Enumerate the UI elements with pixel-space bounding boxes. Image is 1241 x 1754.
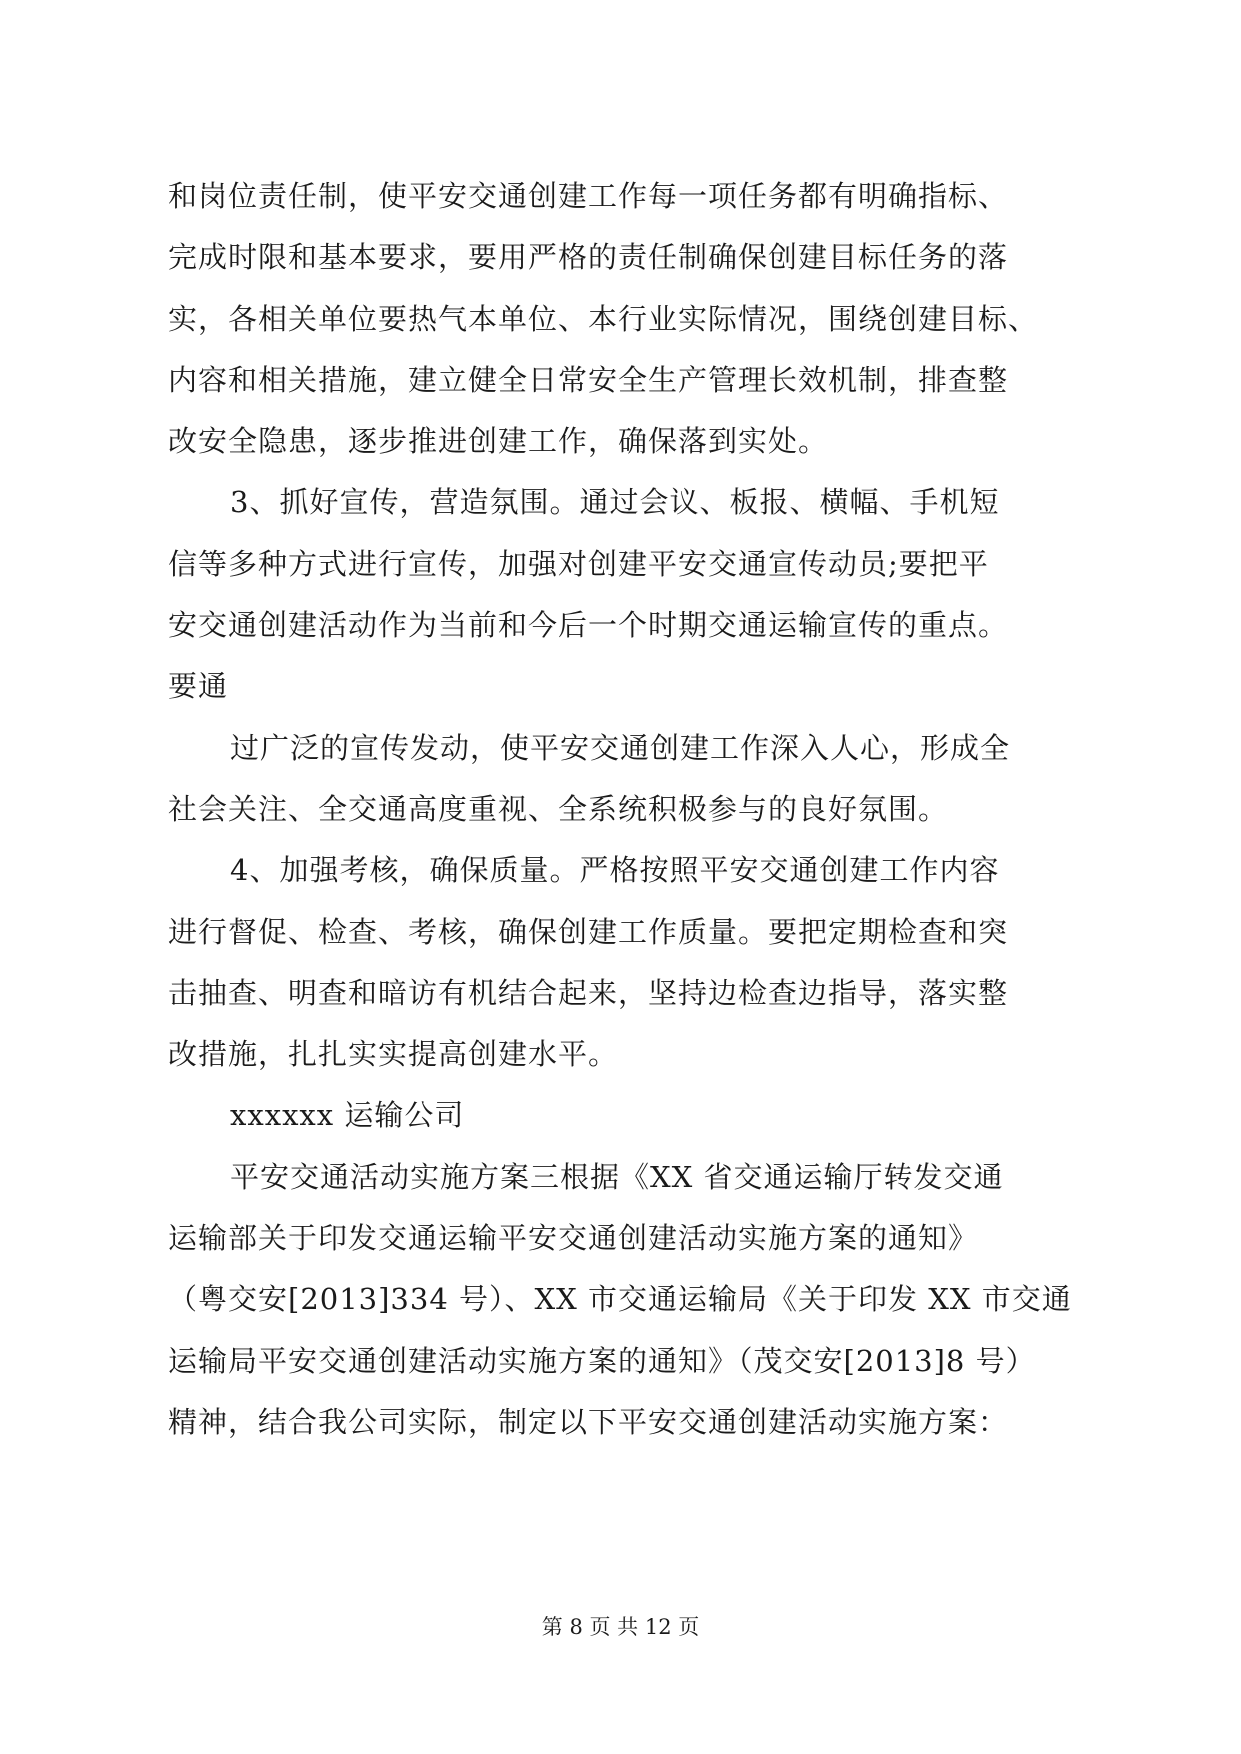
paragraph-line: 实，各相关单位要热气本单位、本行业实际情况，围绕创建目标、 (168, 301, 1039, 336)
signature-line: xxxxxx 运输公司 (230, 1098, 465, 1133)
paragraph-line: 击抽查、明查和暗访有机结合起来，坚持边检查边指导，落实整 (168, 975, 1009, 1010)
paragraph-line: 内容和相关措施，建立健全日常安全生产管理长效机制，排查整 (168, 362, 1009, 397)
paragraph-line: 社会关注、全交通高度重视、全系统积极参与的良好氛围。 (168, 791, 949, 826)
page-number-footer: 第 8 页 共 12 页 (541, 1615, 700, 1639)
paragraph-line: 平安交通活动实施方案三根据《XX 省交通运输厅转发交通 (230, 1159, 1004, 1194)
paragraph-line: 运输局平安交通创建活动实施方案的通知》（茂交安[2013]8 号） (168, 1343, 1036, 1378)
paragraph-line: 运输部关于印发交通运输平安交通创建活动实施方案的通知》 (168, 1221, 979, 1256)
paragraph-line: 3、抓好宣传，营造氛围。通过会议、板报、横幅、手机短 (230, 485, 1000, 520)
paragraph-line: 精神，结合我公司实际，制定以下平安交通创建活动实施方案： (168, 1404, 1009, 1439)
paragraph-line: 4、加强考核，确保质量。严格按照平安交通创建工作内容 (230, 853, 1000, 888)
paragraph-line: 和岗位责任制，使平安交通创建工作每一项任务都有明确指标、 (168, 179, 1009, 213)
document-body (168, 166, 1078, 1453)
paragraph-line: （粤交安[2013]334 号）、XX 市交通运输局《关于印发 XX 市交通 (168, 1282, 1072, 1317)
paragraph-line: 要通 (168, 669, 229, 704)
paragraph-line: 信等多种方式进行宣传，加强对创建平安交通宣传动员;要把平 (168, 546, 989, 581)
paragraph-line: 过广泛的宣传发动，使平安交通创建工作深入人心，形成全 (230, 730, 1011, 765)
paragraph-line: 完成时限和基本要求，要用严格的责任制确保创建目标任务的落 (168, 240, 1009, 275)
paragraph-line: 进行督促、检查、考核，确保创建工作质量。要把定期检查和突 (168, 914, 1009, 949)
paragraph-line: 安交通创建活动作为当前和今后一个时期交通运输宣传的重点。 (168, 608, 1009, 643)
paragraph-line: 改措施，扎扎实实提高创建水平。 (168, 1037, 619, 1072)
paragraph-line: 改安全隐患，逐步推进创建工作，确保落到实处。 (168, 424, 829, 459)
